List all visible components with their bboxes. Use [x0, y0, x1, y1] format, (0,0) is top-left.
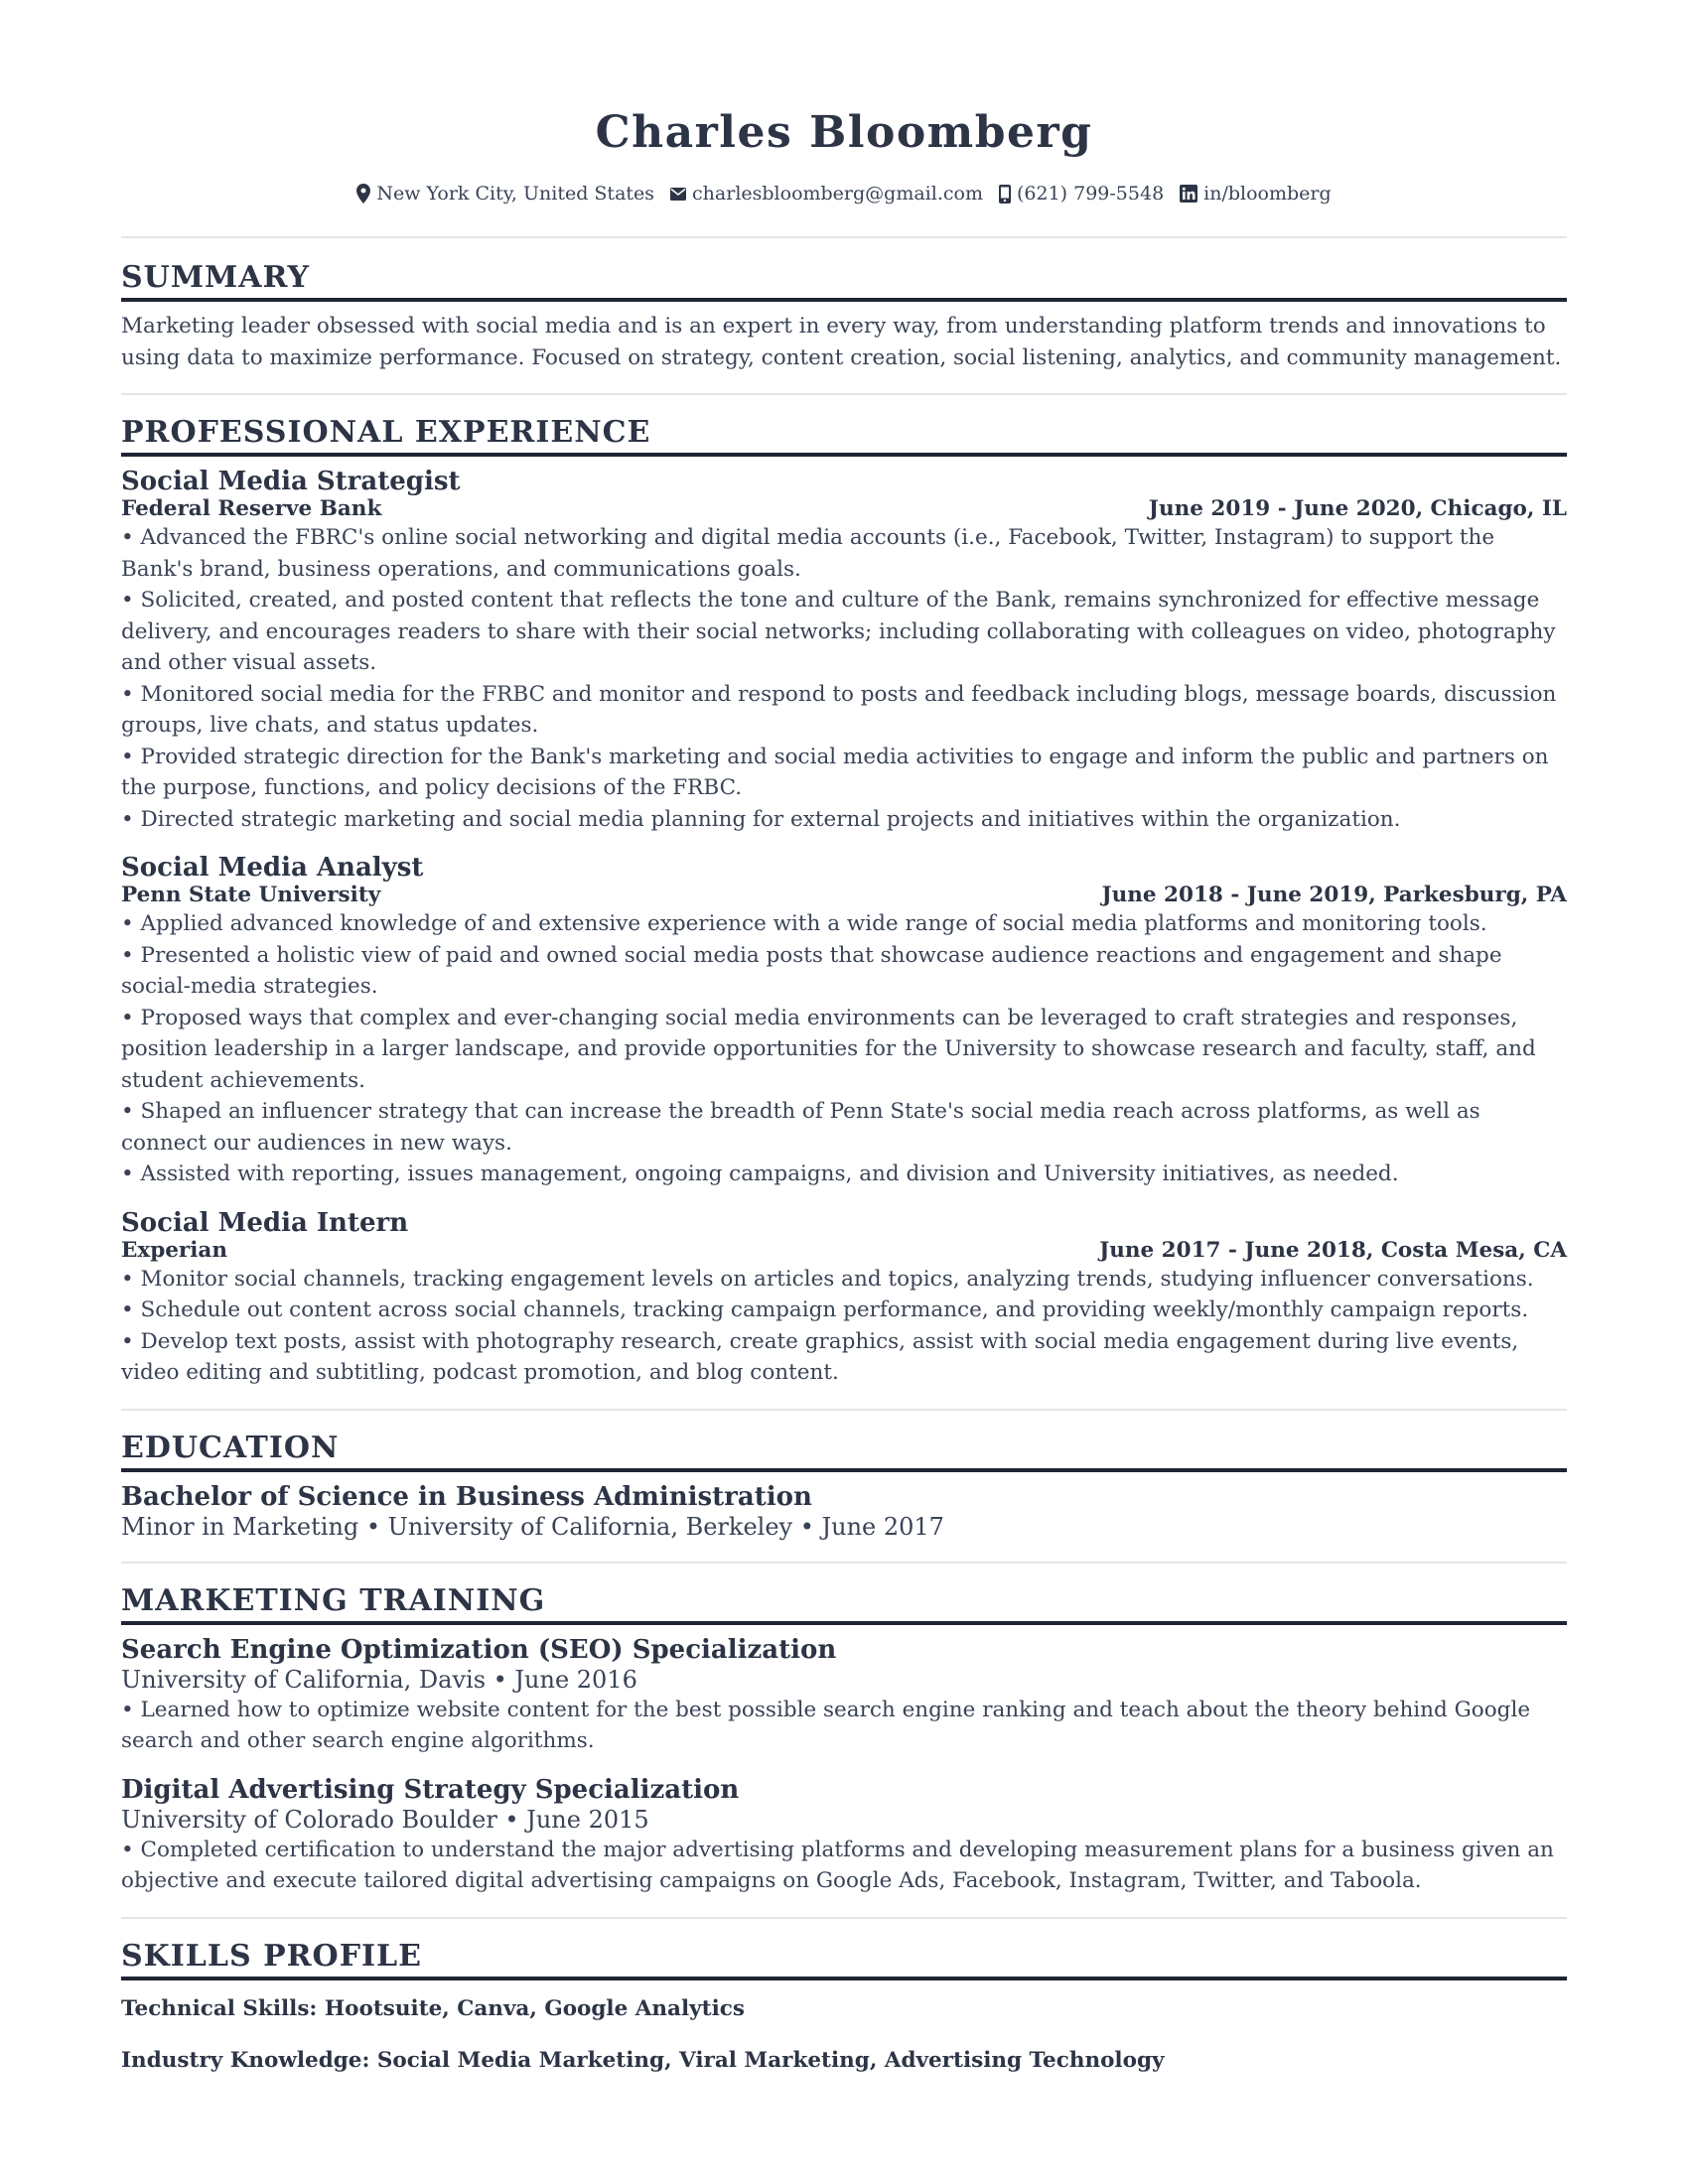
- summary-heading: SUMMARY: [121, 260, 310, 295]
- heading-rule: [121, 1977, 1567, 1980]
- job-bullet: • Provided strategic direction for the Bank's marketing and social media activities to engage and inform the public and partners on the purpose, functions, and policy decisions of the FRBC.: [121, 744, 1549, 800]
- training-entry: [121, 1775, 1567, 1897]
- job-company: Experian: [121, 1237, 227, 1263]
- summary-section: [121, 258, 1567, 373]
- job-dates-location: June 2017 - June 2018, Costa Mesa, CA: [1099, 1237, 1567, 1263]
- job-meta: [121, 496, 1567, 522]
- divider: [121, 236, 1567, 238]
- job-bullet: • Solicited, created, and posted content that reflects the tone and culture of the Bank, remains synchronized for effective message delivery, and encourages readers to share with their social networks; including collaborating with colleagues on video, photography and other visual assets.: [121, 588, 1556, 675]
- experience-heading: PROFESSIONAL EXPERIENCE: [121, 415, 651, 450]
- job-bullet: • Presented a holistic view of paid and owned social media posts that showcase audience reactions and engagement and shape social-media strategies.: [121, 942, 1502, 999]
- job-dates-location: June 2018 - June 2019, Parkesburg, PA: [1101, 883, 1567, 907]
- job-title: Social Media Analyst: [121, 853, 424, 883]
- resume-content: [121, 99, 1567, 2076]
- job-bullet: • Assisted with reporting, issues management, ongoing campaigns, and division and University initiatives, as needed.: [121, 1161, 1399, 1186]
- job-bullet: • Applied advanced knowledge of and extensive experience with a wide range of social media platforms and monitoring tools.: [121, 911, 1487, 936]
- job-bullet: • Develop text posts, assist with photography research, create graphics, assist with social media engagement during live events, video editing and subtitling, podcast promotion, and blog content.: [121, 1328, 1519, 1385]
- heading-rule: [121, 1468, 1567, 1472]
- summary-text: Marketing leader obsessed with social media and is an expert in every way, from understanding platform trends and innovations to using data to maximize performance. Focused on strategy, content creation, social listening, analytics, and community management.: [121, 314, 1562, 370]
- divider: [121, 1917, 1567, 1919]
- job-bullet: • Schedule out content across social channels, tracking campaign performance, and providing weekly/monthly campaign reports.: [121, 1297, 1529, 1322]
- heading-rule: [121, 1621, 1567, 1625]
- contact-bar: [121, 181, 1567, 206]
- heading-rule: [121, 298, 1567, 302]
- training-description: • Learned how to optimize website content for the best possible search engine ranking and teach about the theory behind Google search and other search engine algorithms.: [121, 1697, 1531, 1753]
- skills-heading: SKILLS PROFILE: [121, 1938, 422, 1974]
- training-subline: University of Colorado Boulder • June 2015: [121, 1805, 649, 1834]
- technical-skills: Technical Skills: Hootsuite, Canva, Google Analytics: [121, 1995, 745, 2021]
- location-text: New York City, United States: [376, 183, 655, 205]
- job-entry: [121, 853, 1567, 1190]
- job-dates-location: June 2019 - June 2020, Chicago, IL: [1148, 496, 1567, 521]
- job-entry: [121, 1208, 1567, 1389]
- phone-link[interactable]: (621) 799-5548: [1016, 183, 1165, 205]
- degree-details: Minor in Marketing • University of California, Berkeley • June 2017: [121, 1512, 944, 1541]
- job-company: Federal Reserve Bank: [121, 496, 382, 521]
- experience-section: [121, 413, 1567, 1389]
- contact-email[interactable]: [670, 181, 983, 206]
- job-title: Social Media Intern: [121, 1207, 409, 1238]
- training-title: Search Engine Optimization (SEO) Specialization: [121, 1634, 837, 1665]
- divider: [121, 393, 1567, 395]
- skills-section: [121, 1937, 1567, 2076]
- job-meta: [121, 1238, 1567, 1264]
- contact-phone[interactable]: [999, 181, 1164, 206]
- training-title: Digital Advertising Strategy Specialization: [121, 1774, 740, 1805]
- contact-location: [356, 181, 654, 206]
- job-meta: [121, 883, 1567, 908]
- mobile-phone-icon: [999, 185, 1011, 204]
- divider: [121, 1562, 1567, 1564]
- map-pin-icon: [356, 184, 370, 204]
- training-section: [121, 1581, 1567, 1897]
- job-bullet: • Monitor social channels, tracking engagement levels on articles and topics, analyzing trends, studying influencer conversations.: [121, 1266, 1534, 1292]
- education-section: [121, 1429, 1567, 1542]
- email-link[interactable]: charlesbloomberg@gmail.com: [692, 183, 983, 205]
- education-heading: EDUCATION: [121, 1430, 340, 1465]
- job-bullet: • Directed strategic marketing and social media planning for external projects and initiatives within the organization.: [121, 806, 1401, 832]
- job-bullet: • Shaped an influencer strategy that can increase the breadth of Penn State's social media reach across platforms, as well as connect our audiences in new ways.: [121, 1099, 1480, 1156]
- job-bullet: • Proposed ways that complex and ever-changing social media environments can be leveraged to craft strategies and responses, position leadership in a larger landscape, and provide opportunities for the University to showcase research and faculty, staff, and student achievements.: [121, 1005, 1536, 1093]
- job-company: Penn State University: [121, 883, 381, 907]
- training-description: • Completed certification to understand the major advertising platforms and developing measurement plans for a business given an objective and execute tailored digital advertising campaigns on Google Ads, Facebook, Instagram, Twitter, and Taboola.: [121, 1837, 1554, 1893]
- degree-title: Bachelor of Science in Business Administration: [121, 1481, 812, 1512]
- divider: [121, 1409, 1567, 1411]
- candidate-name: Charles Bloomberg: [595, 107, 1093, 158]
- industry-knowledge: Industry Knowledge: Social Media Marketing, Viral Marketing, Advertising Technology: [121, 2047, 1165, 2073]
- heading-rule: [121, 453, 1567, 457]
- linkedin-icon: [1180, 185, 1197, 203]
- job-bullet: • Advanced the FBRC's online social networking and digital media accounts (i.e., Facebook, Twitter, Instagram) to support the Bank's brand, business operations, and communications goals.: [121, 525, 1495, 582]
- contact-linkedin[interactable]: [1180, 181, 1332, 206]
- envelope-icon: [670, 188, 686, 201]
- job-entry: [121, 467, 1567, 835]
- job-bullet: • Monitored social media for the FRBC and monitor and respond to posts and feedback including blogs, message boards, discussion groups, live chats, and status updates.: [121, 681, 1557, 738]
- training-entry: [121, 1635, 1567, 1757]
- training-subline: University of California, Davis • June 2016: [121, 1665, 637, 1694]
- job-title: Social Media Strategist: [121, 467, 461, 496]
- linkedin-link[interactable]: in/bloomberg: [1203, 183, 1332, 205]
- training-heading: MARKETING TRAINING: [121, 1582, 546, 1618]
